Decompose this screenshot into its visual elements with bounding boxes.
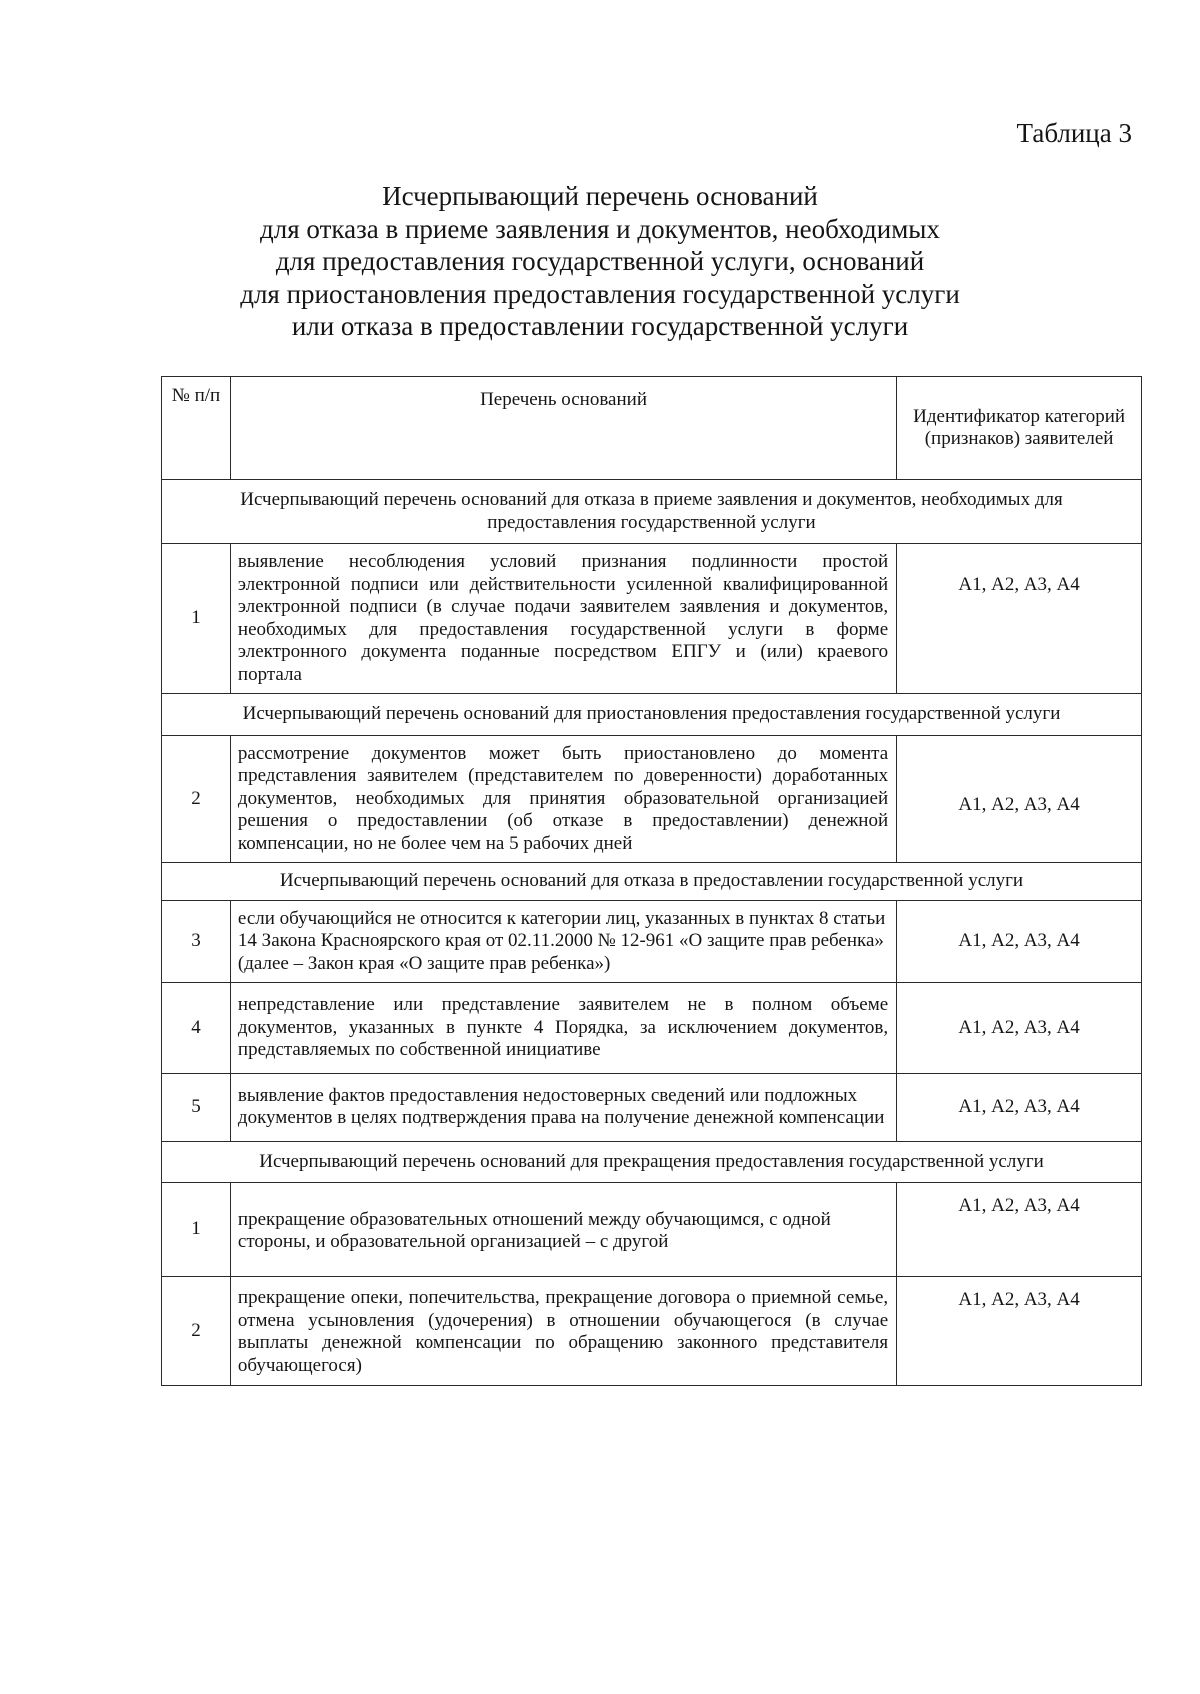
row-number: 1	[162, 1183, 231, 1277]
row-identifier: А1, А2, А3, А4	[897, 1277, 1142, 1386]
row-text: непредставление или представление заявителем не в полном объеме документов, указанных в пункте 4 Порядка, за исключением документов, представляемых по собственной инициативе	[230, 983, 896, 1074]
row-number: 3	[162, 900, 231, 983]
table-number: Таблица 3	[1016, 118, 1132, 148]
table-row	[162, 544, 1142, 694]
section-row	[162, 480, 1142, 544]
row-identifier: А1, А2, А3, А4	[897, 983, 1142, 1074]
title-line: для предоставления государственной услуги, оснований	[275, 246, 925, 276]
section-row	[162, 694, 1142, 736]
section-row	[162, 1141, 1142, 1183]
grounds-table	[161, 376, 1142, 1386]
row-number: 2	[162, 735, 231, 863]
title-line: Исчерпывающий перечень оснований	[382, 181, 818, 211]
title-line: или отказа в предоставлении государственной услуги	[291, 311, 909, 341]
document-title	[150, 180, 1050, 343]
section-title: Исчерпывающий перечень оснований для отказа в предоставлении государственной услуги	[162, 863, 1142, 901]
table-row	[162, 735, 1142, 863]
table-header-row	[162, 377, 1142, 480]
row-text: прекращение опеки, попечительства, прекращение договора о приемной семье, отмена усыновления (удочерения) в отношении обучающегося (в случае выплаты денежной компенсации по обращению законного представителя обучающегося)	[230, 1277, 896, 1386]
table-row	[162, 1073, 1142, 1141]
section-title: Исчерпывающий перечень оснований для прекращения предоставления государственной услуги	[162, 1141, 1142, 1183]
table-row	[162, 983, 1142, 1074]
table-row	[162, 1277, 1142, 1386]
row-identifier: А1, А2, А3, А4	[897, 900, 1142, 983]
row-text: выявление фактов предоставления недостоверных сведений или подложных документов в целях подтверждения права на получение денежной компенсации	[230, 1073, 896, 1141]
section-title: Исчерпывающий перечень оснований для отказа в приеме заявления и документов, необходимых для предоставления государственной услуги	[162, 480, 1142, 544]
row-text: выявление несоблюдения условий признания подлинности простой электронной подписи или действительности усиленной квалифицированной электронной подписи (в случае подачи заявителем заявления и документов, необходимых для предоставления государственной услуги в форме электронного документа поданные посредством ЕПГУ и (или) краевого портала	[230, 544, 896, 694]
row-text: прекращение образовательных отношений между обучающимся, с одной стороны, и образовательной организацией – с другой	[230, 1183, 896, 1277]
row-identifier: А1, А2, А3, А4	[897, 1073, 1142, 1141]
table-row	[162, 1183, 1142, 1277]
section-title: Исчерпывающий перечень оснований для приостановления предоставления государственной услуги	[162, 694, 1142, 736]
header-number: № п/п	[162, 377, 231, 480]
row-identifier: А1, А2, А3, А4	[897, 1183, 1142, 1277]
row-number: 5	[162, 1073, 231, 1141]
table-row	[162, 900, 1142, 983]
header-identifier: Идентификатор категорий (признаков) заявителей	[897, 377, 1142, 480]
title-line: для отказа в приеме заявления и документов, необходимых	[260, 213, 940, 244]
row-number: 4	[162, 983, 231, 1074]
row-number: 2	[162, 1277, 231, 1386]
row-number: 1	[162, 544, 231, 694]
row-identifier: А1, А2, А3, А4	[897, 544, 1142, 694]
title-line: для приостановления предоставления государственной услуги	[240, 278, 960, 309]
row-text: если обучающийся не относится к категории лиц, указанных в пунктах 8 статьи 14 Закона Красноярского края от 02.11.2000 № 12-961 «О защите прав ребенка» (далее – Закон края «О защите прав ребенка»)	[230, 900, 896, 983]
row-text: рассмотрение документов может быть приостановлено до момента представления заявителем (представителем по доверенности) доработанных документов, необходимых для принятия образовательной организацией решения о предоставлении (об отказе в предоставлении) денежной компенсации, но не более чем на 5 рабочих дней	[230, 735, 896, 863]
section-row	[162, 863, 1142, 901]
row-identifier: А1, А2, А3, А4	[897, 735, 1142, 863]
header-grounds: Перечень оснований	[230, 377, 896, 480]
